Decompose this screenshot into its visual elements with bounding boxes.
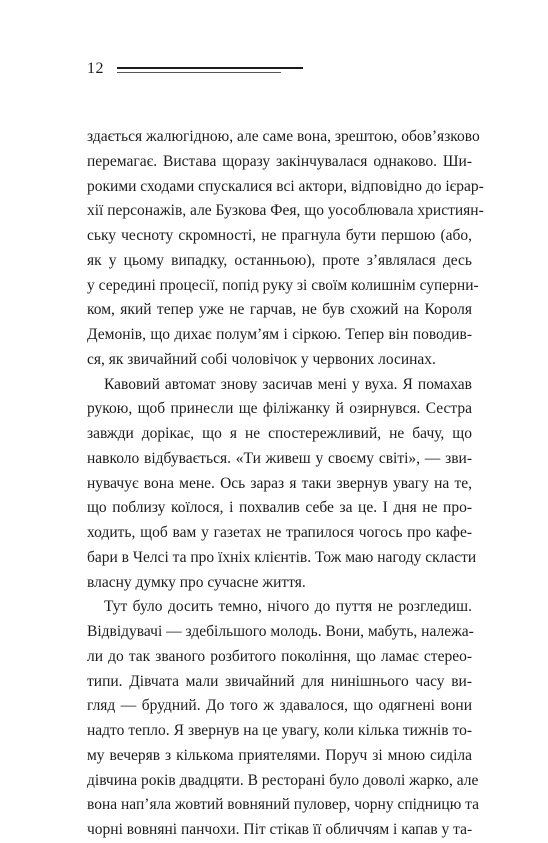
text-line: Кавовий автомат знову засичав мені у вуха. Я помахав (104, 375, 472, 393)
text-line: здається жалюгідною, але саме вона, зрештою, обов’язково (87, 128, 480, 145)
text-line: типи. Дівчата мали звичайний для нинішнього часу ви- (87, 672, 472, 690)
text-line: завжди дорікає, що я не спостережливий, не бачу, що (87, 425, 472, 442)
header-rule-thin (117, 72, 281, 73)
text-line: ли до так званого розбитого покоління, що ламає стерео- (87, 647, 472, 665)
text-line: дівчина років двадцяти. В ресторані було доволі жарко, але (87, 771, 479, 789)
text-line: вона нап’яла жовтий вовняний пуловер, чорну спідницю та (87, 796, 479, 814)
text-line: Відвідувачі — здебільшого молодь. Вони, мабуть, належа- (87, 623, 474, 640)
text-line: ком, який тепер уже не гарчав, не був схожий на Короля (87, 301, 472, 319)
page-header (87, 60, 307, 80)
text-line: що поблизу коїлося, і похвалив себе за це. І дня не про- (87, 499, 472, 517)
text-line: чорні вовняні панчохи. Піт стікав її обличчям і капав у та- (87, 821, 473, 838)
text-line: ську чесноту скромності, не прагнула бути першою (або, (87, 227, 472, 244)
text-line: ходить, щоб вам у газетах не трапилося чогось про кафе- (87, 524, 472, 541)
text-line: у середині процесії, попід руку зі своїм колишнім суперни- (87, 276, 479, 294)
text-line: як у цьому випадку, останньою), проте з’являлася десь (87, 251, 472, 269)
text-line: хії персонажів, але Бузкова Фея, що уособлювала християн- (87, 202, 484, 220)
header-rule-thick (117, 67, 303, 69)
page-number: 12 (87, 60, 104, 77)
text-line: рокими сходами спускалися всі актори, відповідно до ієрар- (87, 177, 484, 195)
paragraph (87, 125, 484, 373)
text-line: власну думку про сучасне життя. (87, 573, 306, 591)
text-line: нувачує вона мене. Ось зараз я таки звернув увагу на те, (87, 474, 472, 492)
text-line: навколо відбувається. «Ти живеш у своєму світі», — зви- (87, 449, 472, 467)
paragraph (87, 373, 477, 596)
paragraph (87, 595, 479, 843)
text-line: перемагає. Вистава щоразу закінчувалася однаково. Ши- (87, 152, 472, 170)
text-line: рукою, щоб принесли ще філіжанку й озирнувся. Сестра (87, 400, 472, 418)
text-line: Демонів, що дихає полум’ям і сіркою. Тепер він поводив- (87, 326, 472, 343)
text-line: гляд — брудний. До того ж здавалося, що одягнені вони (87, 697, 472, 715)
text-line: му вечеряв з кількома приятелями. Поруч зі мною сиділа (87, 746, 472, 764)
text-line: надто тепло. Я звернув на це увагу, коли кілька тижнів то- (87, 722, 472, 739)
text-line: ся, як звичайний собі чоловічок у червоних лосинах. (87, 350, 436, 368)
body-text (87, 125, 484, 843)
text-line: бари в Челсі та про їхніх клієнтів. Тож маю нагоду скласти (87, 548, 477, 566)
text-line: Тут було досить темно, нічого до пуття не розгледиш. (104, 598, 472, 616)
